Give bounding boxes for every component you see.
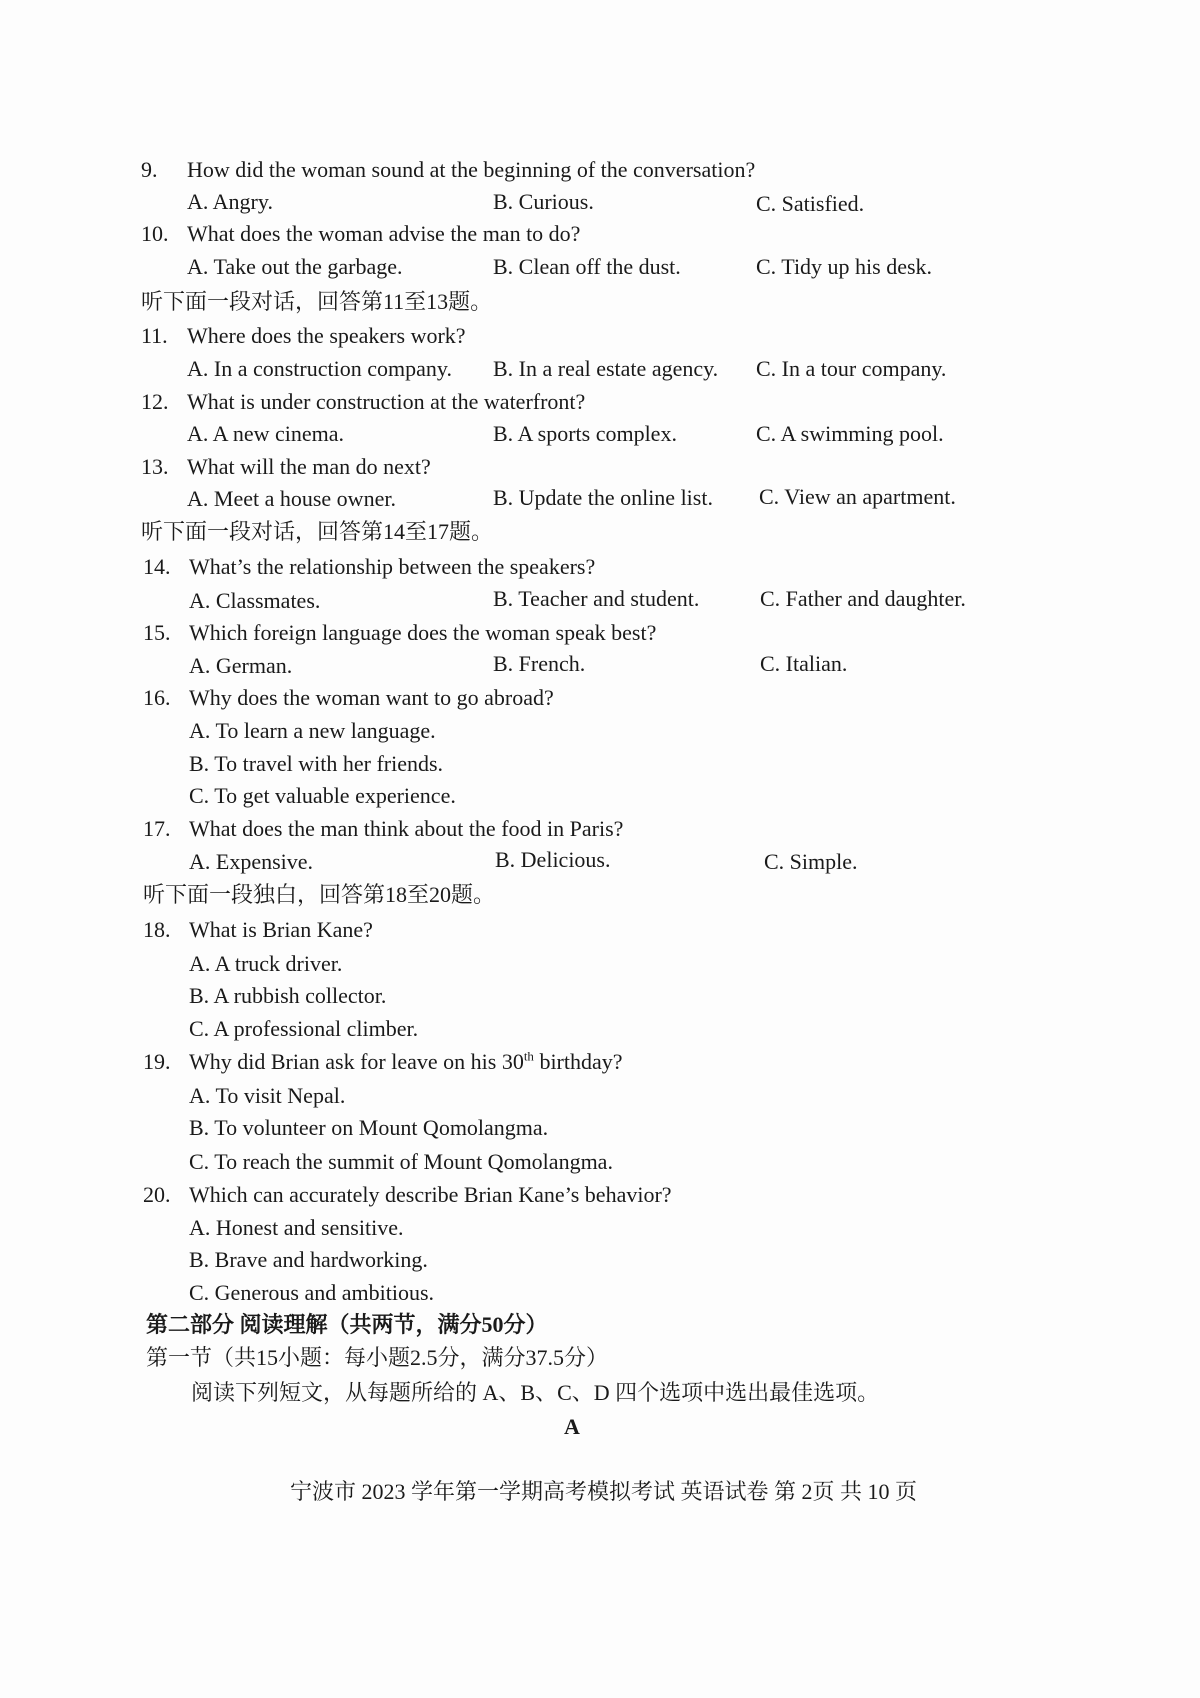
question-number: 15.: [143, 620, 171, 645]
option-b: B. To volunteer on Mount Qomolangma.: [189, 1115, 549, 1140]
question-9: [141, 156, 755, 184]
option-a: A. Angry.: [187, 189, 273, 214]
option-b: B. Delicious.: [495, 847, 611, 872]
question-number: 19.: [143, 1049, 171, 1074]
question-text: What will the man do next?: [187, 454, 431, 479]
question-text: What does the woman advise the man to do?: [187, 221, 581, 246]
option-c: C. A swimming pool.: [756, 421, 944, 446]
option-c: C. View an apartment.: [759, 484, 956, 509]
question-10: [141, 220, 580, 248]
option-c: C. To get valuable experience.: [189, 783, 456, 808]
option-a: A. Classmates.: [189, 588, 321, 613]
option-a: A. Expensive.: [189, 849, 314, 874]
question-text: What does the man think about the food in Paris?: [189, 816, 624, 841]
question-15: [143, 619, 656, 647]
question-number: 11.: [141, 323, 168, 348]
question-number: 9.: [141, 157, 158, 182]
option-c: C. Tidy up his desk.: [756, 254, 933, 279]
listening-instruction: 听下面一段对话，回答第11至13题。: [141, 289, 493, 314]
option-b: B. To travel with her friends.: [189, 751, 444, 776]
option-c: C. To reach the summit of Mount Qomolangma.: [189, 1149, 613, 1174]
question-19: [143, 1048, 623, 1076]
question-number: 14.: [143, 554, 171, 579]
question-number: 18.: [143, 917, 171, 942]
question-16: [143, 684, 554, 712]
question-number: 10.: [141, 221, 169, 246]
option-b: B. Brave and hardworking.: [189, 1247, 428, 1272]
question-text: Why does the woman want to go abroad?: [189, 685, 554, 710]
question-number: 13.: [141, 454, 169, 479]
option-a: A. Take out the garbage.: [187, 254, 403, 279]
page-footer: 宁波市 2023 学年第一学期高考模拟考试 英语试卷 第 2页 共 10 页: [290, 1479, 918, 1504]
option-b: B. In a real estate agency.: [493, 356, 719, 381]
question-text: What’s the relationship between the speakers?: [189, 554, 596, 579]
option-a: A. In a construction company.: [187, 356, 452, 381]
option-c: C. A professional climber.: [189, 1016, 419, 1041]
question-text: How did the woman sound at the beginning of the conversation?: [187, 157, 756, 182]
option-a: A. To learn a new language.: [189, 718, 436, 743]
option-a: A. German.: [189, 653, 293, 678]
question-14: [143, 553, 595, 581]
option-b: B. Teacher and student.: [493, 586, 700, 611]
option-b: B. Clean off the dust.: [493, 254, 681, 279]
question-text: Where does the speakers work?: [187, 323, 466, 348]
question-13: [141, 453, 431, 481]
question-text: What is Brian Kane?: [189, 917, 373, 942]
question-18: [143, 916, 373, 944]
option-a: A. A truck driver.: [189, 951, 343, 976]
option-a: A. A new cinema.: [187, 421, 345, 446]
question-text: Why did Brian ask for leave on his 30: [189, 1049, 524, 1074]
option-c: C. Satisfied.: [756, 191, 865, 216]
question-number: 17.: [143, 816, 171, 841]
option-b: B. French.: [493, 651, 586, 676]
question-text: What is under construction at the waterfront?: [187, 389, 586, 414]
option-a: A. Meet a house owner.: [187, 486, 396, 511]
question-number: 20.: [143, 1182, 171, 1207]
part-heading: 第二部分 阅读理解（共两节，满分50分）: [146, 1312, 548, 1337]
reading-directions: 阅读下列短文，从每题所给的 A、B、C、D 四个选项中选出最佳选项。: [191, 1380, 880, 1405]
option-c: C. Italian.: [760, 651, 848, 676]
option-b: B. Curious.: [493, 189, 594, 214]
question-12: [141, 388, 585, 416]
listening-instruction: 听下面一段对话，回答第14至17题。: [141, 519, 494, 544]
option-c: C. Father and daughter.: [760, 586, 966, 611]
question-number: 12.: [141, 389, 169, 414]
question-text: Which can accurately describe Brian Kane’s behavior?: [189, 1182, 672, 1207]
passage-label: A: [564, 1414, 580, 1439]
option-c: C. Generous and ambitious.: [189, 1280, 435, 1305]
section-heading: 第一节（共15小题：每小题2.5分，满分37.5分）: [146, 1345, 609, 1370]
ordinal-suffix: th: [523, 1048, 534, 1064]
option-a: A. Honest and sensitive.: [189, 1215, 404, 1240]
option-b: B. A rubbish collector.: [189, 983, 387, 1008]
option-b: B. A sports complex.: [493, 421, 677, 446]
listening-instruction: 听下面一段独白，回答第18至20题。: [143, 882, 496, 907]
option-c: C. In a tour company.: [756, 356, 947, 381]
option-a: A. To visit Nepal.: [189, 1083, 346, 1108]
question-20: [143, 1181, 672, 1209]
question-number: 16.: [143, 685, 171, 710]
option-c: C. Simple.: [764, 849, 858, 874]
question-17: [143, 815, 623, 843]
question-11: [141, 322, 466, 350]
question-text: Which foreign language does the woman speak best?: [189, 620, 657, 645]
question-text-end: birthday?: [533, 1049, 623, 1074]
option-b: B. Update the online list.: [493, 485, 713, 510]
